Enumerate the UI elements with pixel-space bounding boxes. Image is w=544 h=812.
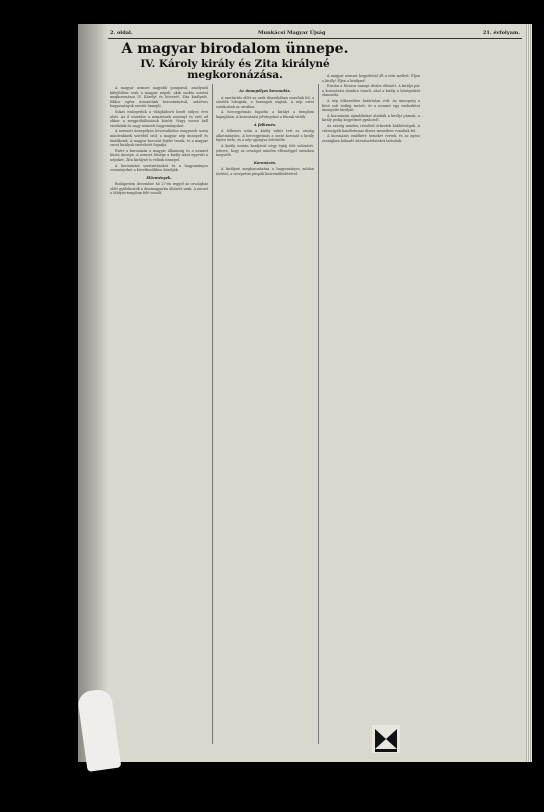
book-page-edges — [526, 24, 532, 762]
article-subtitle: IV. Károly király és Zita királyné megkoronázása. — [140, 58, 330, 81]
column-divider — [212, 84, 213, 744]
paragraph: A koronázás emlékére érmeket vertek, és az egész országban hálaadó istentiszteleteket tartottak. — [322, 134, 420, 143]
paragraph: A magyar nemzet kegyelettel áll a trón mellett. Éljen a király! Éljen a királyné! — [322, 74, 420, 83]
newspaper-page — [78, 24, 530, 762]
paragraph: A királyné megkoronázása a hagyományos módon történt, a veszprémi püspök közreműködésével. — [216, 167, 314, 176]
paragraph: A magyar nemzet nagyobb pompával, amelynek kifejlődése csak a magyar népek, akik szokta szerint megkoronázza IV. Károlyt és hitvesét, Zita királynét. Ekkor egész nemzetünk koronázásával, százéves hagyományok szerint ünnepli. — [110, 86, 208, 109]
paragraph: Az ország minden részéből érkeztek küldöttségek. A vármegyék bandériumai díszes menetben vonultak fel. — [322, 123, 420, 133]
section-heading: Előzmények. — [146, 175, 172, 180]
paragraph: A koronázási szertartásokat és a hagyományos eseményeket a következőkben közöljük. — [110, 163, 208, 173]
section-heading: Koronázás. — [253, 160, 277, 165]
column-divider — [318, 84, 319, 744]
paragraph: A nemzeti ünnepélyes bevonuláshoz magyarok sorsa mindenkinek szívéből szól; a magyar nép ünnepelt és imádkozik. A magyar koronát fejébe teszik, és a magyar szent királyok tiszteletét fogadja. — [110, 129, 208, 148]
issue-label: 21. évfolyam. — [482, 30, 520, 36]
color-calibration-icon — [372, 725, 400, 753]
paragraph: A hercegprímás fogadta a királyt a templom kapujában. A koronázási jelvényeket a főurak vitték. — [216, 110, 314, 119]
paragraph: A felkenés után a király esküt tett az ország alkotmányára. A hercegprímás a szent koronát a király fejére tette, és a nép ujjongva üdvözölte. — [216, 129, 314, 143]
text-column-1 — [110, 86, 208, 746]
text-column-2 — [216, 86, 314, 746]
newspaper-name: Munkácsi Magyar Újság — [258, 30, 326, 36]
paragraph: Sokat emlegettük a világháború kezét súlyos évei alatt. Az ő vezetése a nemzetnek reményt és erőt ad ekkor a megpróbáltatások között. Nagy sorsot kell viselnünk és nagy nemzeti hagyományokat. — [110, 109, 208, 128]
paragraph: A nép lelkesedése határtalan volt. Az ünnepség a késő esti órákig tartott, és a nemzet egy emberként ünnepelte királyát. — [322, 98, 420, 113]
paragraph: A koronázási ajándékokat átadták a királyi párnak, a király pedig kegyelmet gyakorolt. — [322, 113, 420, 123]
article-title: A magyar birodalom ünnepe. — [121, 41, 349, 57]
text-column-3 — [322, 74, 420, 746]
section-heading: A felkenés. — [253, 122, 277, 127]
section-heading: Az ünnepélyes bevonulás. — [239, 89, 291, 93]
page-number: 2. oldal. — [110, 30, 133, 36]
paragraph: A király ezután kardjával négy égtáj felé suhintott, jelezve, hogy az országot minden ellenséggel szemben megvédi. — [216, 143, 314, 158]
header-rule — [108, 38, 522, 39]
paragraph: Ezután a főváros ünnepi díszbe öltözött. A királyi pár a koronázási dombra vonult, ahol a király a hűségesküt elmondta. — [322, 84, 420, 98]
paragraph: Budapesten december hó 27-én reggel az országház előtt gyülekeztek a diszmagyarba öltözött urak. A menet a Mátyás-templom felé vonult. — [110, 182, 208, 196]
paragraph: Ezért a koronázás a magyar államiság és a nemzet közös ünnepe. A nemzet hűsége a király iránt egyesíti a népeket. Zita királyné is velünk ünnepel. — [110, 148, 208, 162]
paragraph: A szertartás előtt az urak diszruhában vonultak fel, a zászlók lobogtak, a harangok zúgtak. A nép ezrei sorakoztak az utcákon. — [216, 95, 314, 109]
